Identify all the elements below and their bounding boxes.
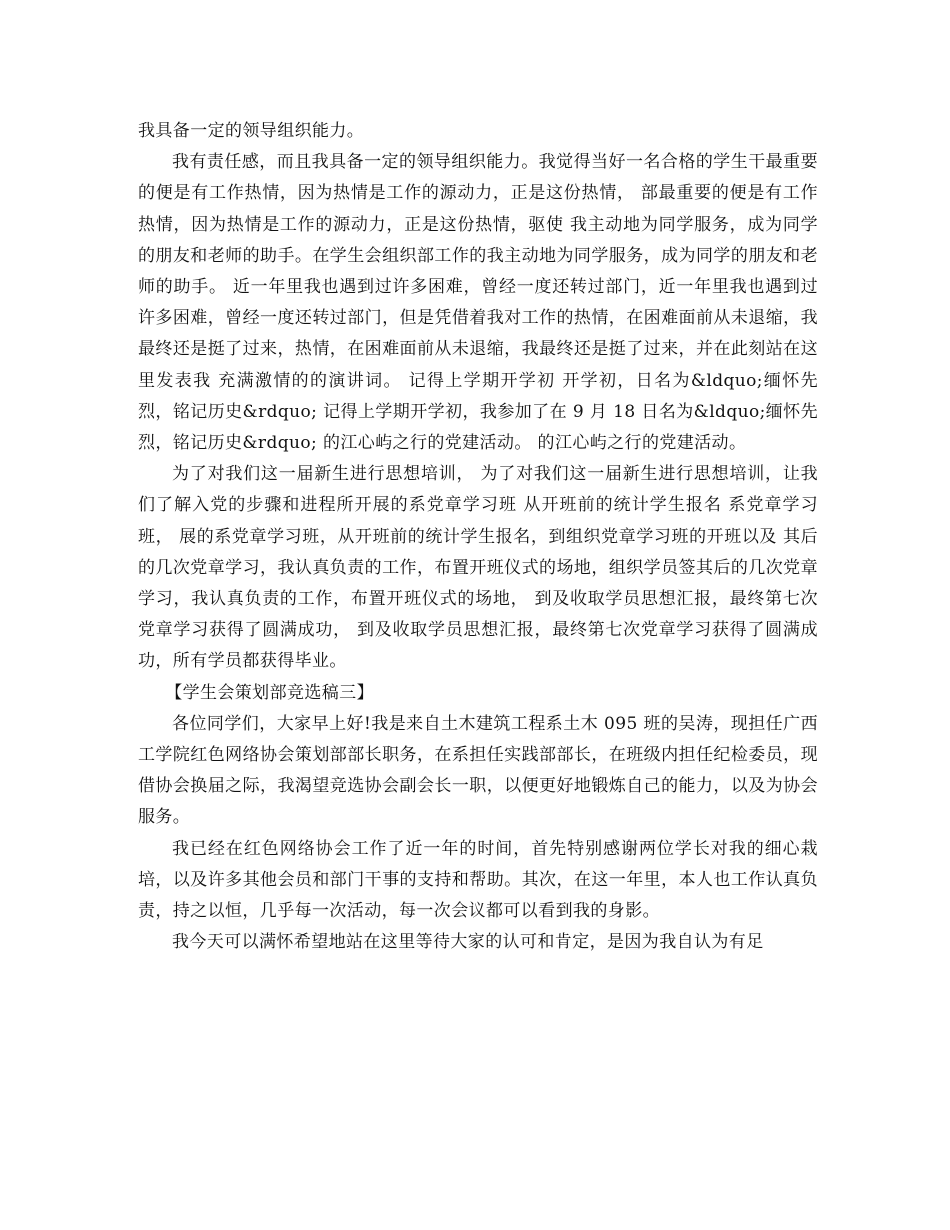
paragraph-leadership: 我有责任感，而且我具备一定的领导组织能力。我觉得当好一名合格的学生干最重要的便是有工作热情，因为热情是工作的源动力，正是这份热情， 部最重要的便是有工作热情，因为热情是工作的源动力，正是这份热情，驱使 我主动地为同学服务，成为同学的朋友和老师的助手。在学生会组织部工作的我主动地为同学服务，成为同学的朋友和老师的助手。 近一年里我也遇到过许多困难，曾经一度还转过部门，近一年里我也遇到过许多困难，曾经一度还转过部门，但是凭借着我对工作的热情，在困难面前从未退缩，我最终还是挺了过来，热情，在困难面前从未退缩，我最终还是挺了过来，并在此刻站在这里发表我 充满激情的的演讲词。 记得上学期开学初 开学初，日名为&ldquo;缅怀先烈，铭记历史&rdquo; 记得上学期开学初，我参加了在 9 月 18 日名为&ldquo;缅怀先烈，铭记历史&rdquo; 的江心屿之行的党建活动。 的江心屿之行的党建活动。	[138, 152, 818, 454]
paragraph-experience: 我已经在红色网络协会工作了近一年的时间，首先特别感谢两位学长对我的细心栽培，以及许多其他会员和部门干事的支持和帮助。其次，在这一年里，本人也工作认真负责，持之以恒，几乎每一次活动，每一次会议都可以看到我的身影。	[138, 838, 818, 922]
paragraph-greeting: 各位同学们，大家早上好!我是来自土木建筑工程系土木 095 班的吴涛，现担任广西工学院红色网络协会策划部部长职务，在系担任实践部部长，在班级内担任纪检委员，现借协会换届之际，我渴望竞选协会副会长一职，以便更好地锻炼自己的能力，以及为协会服务。	[138, 713, 818, 828]
section-heading: 【学生会策划部竞选稿三】	[165, 682, 374, 703]
paragraph-party-study: 为了对我们这一届新生进行思想培训， 为了对我们这一届新生进行思想培训，让我们了解入党的步骤和进程所开展的系党章学习班 从开班前的统计学生报名 系党章学习班， 展的系党章学习班，从开班前的统计学生报名，到组织党章学习班的开班以及 其后的几次党章学习，我认真负责的工作，布置开班仪式的场地，组织学员签其后的几次党章学习，我认真负责的工作，布置开班仪式的场地， 到及收取学员思想汇报，最终第七次党章学习获得了圆满成功， 到及收取学员思想汇报，最终第七次党章学习获得了圆满成功，所有学员都获得毕业。	[138, 464, 818, 672]
paragraph-continuation: 我具备一定的领导组织能力。	[138, 121, 365, 141]
document-body	[138, 116, 818, 958]
paragraph-hope: 我今天可以满怀希望地站在这里等待大家的认可和肯定，是因为我自认为有足	[172, 932, 764, 953]
